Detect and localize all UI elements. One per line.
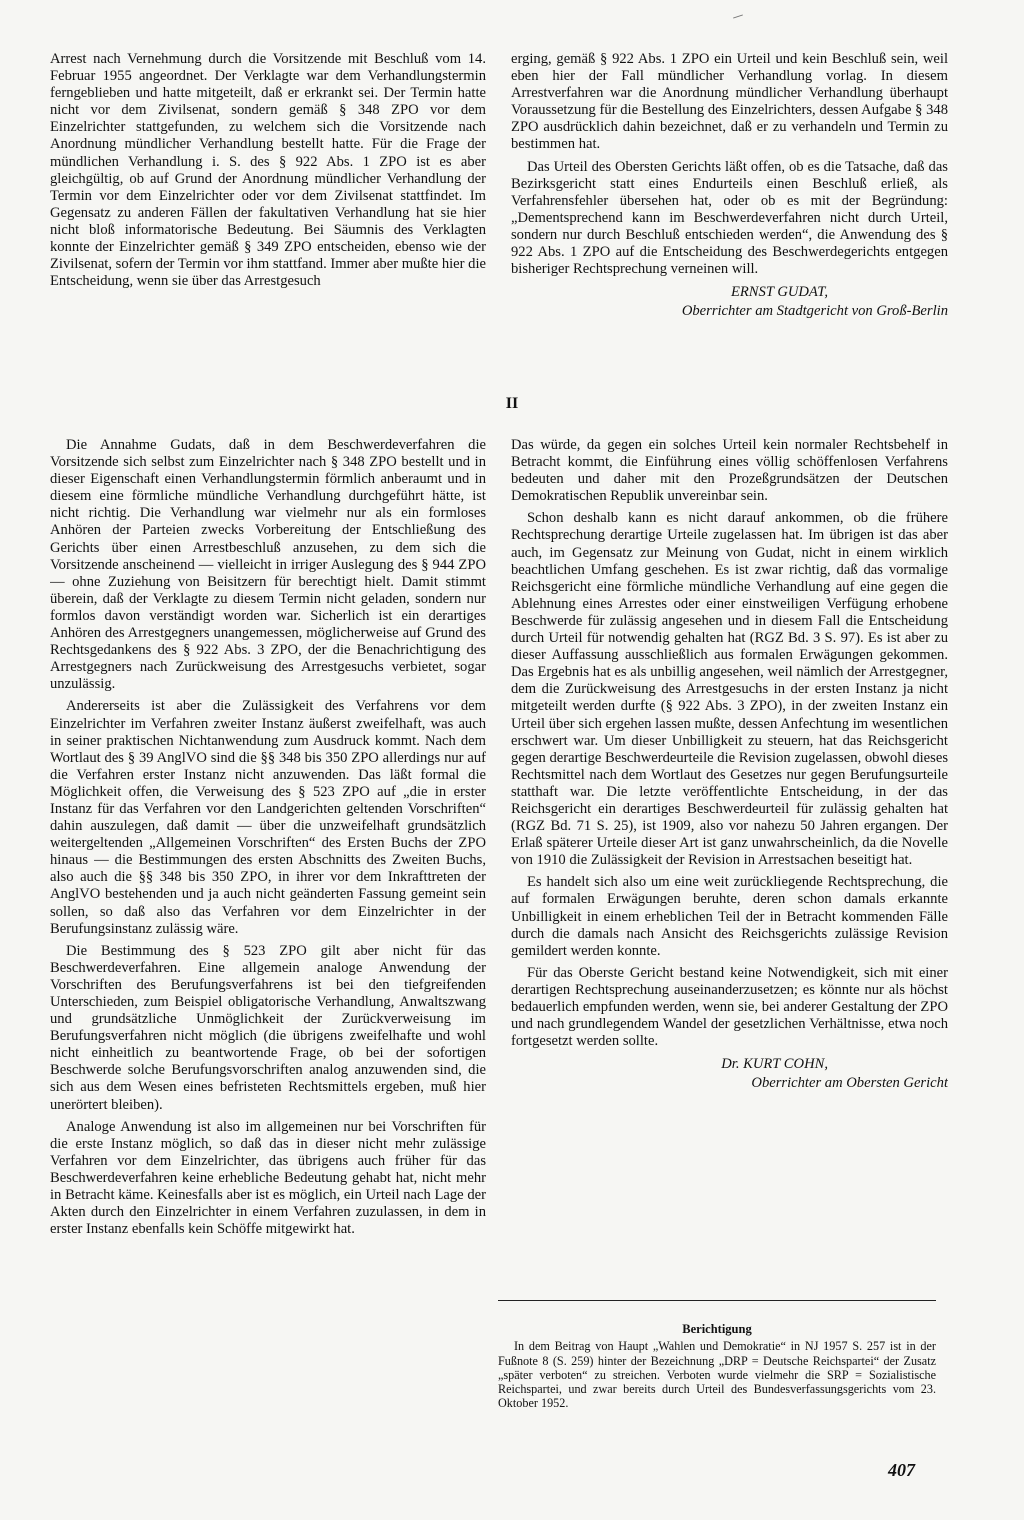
paragraph: erging, gemäß § 922 Abs. 1 ZPO ein Urteil und kein Beschluß sein, weil eben hier der Fall mündlicher Verhandlung vorlag. In diesem Arrestverfahren war die Anordnung mündlicher Verhandlung überhaupt Voraussetzung für die Bestellung des Einzelrichters, dessen Aufgabe § 348 ZPO ausdrücklich dahin bezeichnet, daß er zu verhandeln und Termin zu bestimmen hat. <box>511 51 948 153</box>
correction-heading: Berichtigung <box>682 1322 752 1336</box>
section-heading: II <box>505 395 519 412</box>
paragraph: Arrest nach Vernehmung durch die Vorsitzende mit Beschluß vom 14. Februar 1955 angeordnet. Der Verklagte war dem Verhandlungstermin ferngeblieben und hatte mitgeteilt, daß er erkrankt sei. Der Termin hatte nicht vor dem Zivilsenat, sondern gemäß § 348 ZPO vor dem Einzelrichter stattgefunden, zu welchem sich die Vorsitzende nach Anordnung mündlicher Verhandlung bestellt hatte. Für die Frage der mündlichen Verhandlung i. S. des § 922 Abs. 1 ZPO ist es aber gleichgültig, ob auf Grund der Anordnung mündlicher Verhandlung der Termin vor dem Einzelrichter oder vor dem Zivilsenat stattfindet. Im Gegensatz zu anderen Fällen der fakultativen Verhandlung hat sie hier nicht bloß informatorische Bedeutung. Bei Säumnis des Verklagten konnte der Einzelrichter gemäß § 349 ZPO entscheiden, ebenso wie der Zivilsenat, sofern der Termin vor ihm stattfand. Immer aber mußte hier die Entscheidung, wenn sie über das Arrestgesuch <box>50 51 486 290</box>
divider-rule <box>498 1300 936 1301</box>
signature-name: Dr. KURT COHN, <box>721 1056 828 1073</box>
top-right-column <box>511 51 948 371</box>
paragraph: Andererseits ist aber die Zulässigkeit des Verfahrens vor dem Einzelrichter im Verfahren zweiter Instanz äußerst zweifelhaft, was auch in seiner praktischen Nichtanwendung zum Ausdruck kommt. Nach dem Wortlaut des § 39 AnglVO sind die §§ 348 bis 350 ZPO allerdings nur auf die Verfahren erster Instanz nicht anzuwenden. Das läßt formal die Möglichkeit offen, die Verweisung des § 523 ZPO auf „die in erster Instanz für das Verfahren vor den Landgerichten geltenden Vorschriften“ dahin auszulegen, daß damit — über die unzweifelhaft grundsätzlich weitergeltenden „Allgemeinen Vorschriften“ des Ersten Buchs der ZPO hinaus — die Bestimmungen des ersten Abschnitts des Zweiten Buchs, also auch die §§ 348 bis 350 ZPO, in ihrer vor dem Inkrafttreten der AnglVO bestehenden und ja auch nicht geänderten Fassung gemeint sein sollen, so daß also das Verfahren vor dem Einzelrichter in der Berufungsinstanz zulässig wäre. <box>50 698 486 937</box>
correction-notice <box>498 1322 936 1411</box>
correction-text: In dem Beitrag von Haupt „Wahlen und Demokratie“ in NJ 1957 S. 257 ist in der Fußnote 8 (S. 259) hinter der Bezeichnung „DRP = Deutsche Reichspartei“ der Zusatz „später verboten“ zu streichen. Verboten wurde vielmehr die SRP = Sozialistische Reichspartei, und zwar bereits durch Urteil des Bundesverfassungsgerichts vom 23. Oktober 1952. <box>498 1339 936 1411</box>
signature-title: Oberrichter am Obersten Gericht <box>751 1075 948 1092</box>
signature-title: Oberrichter am Stadtgericht von Groß-Berlin <box>681 303 948 320</box>
bottom-right-column <box>511 437 948 1287</box>
top-left-column <box>50 51 486 357</box>
signature-block <box>511 283 948 321</box>
page-number: 407 <box>888 1460 915 1480</box>
paragraph: Für das Oberste Gericht bestand keine Notwendigkeit, sich mit einer derartigen Rechtsprechung auseinanderzusetzen; es könnte nur als höchst bedauerlich empfunden werden, wenn sie, bei anderer Gestaltung der ZPO und nach grundlegendem Wandel der gesetzlichen Verhältnisse, etwa noch fortgesetzt werden sollte. <box>511 964 948 1050</box>
paragraph: Das Urteil des Obersten Gerichts läßt offen, ob es die Tatsache, daß das Bezirksgericht statt eines Endurteils einen Beschluß erließ, als Verfahrensfehler übersehen hat, oder ob es mit der Begründung: „Dementsprechend kann im Beschwerdeverfahren nicht durch Urteil, sondern nur durch Beschluß entschieden werden“, die Anwendung des § 922 Abs. 1 ZPO auf die Entscheidung des Beschwerdegerichts entgegen bisheriger Rechtsprechung verneinen will. <box>511 158 948 278</box>
paragraph: Schon deshalb kann es nicht darauf ankommen, ob die frühere Rechtsprechung derartige Urteile zugelassen hat. Im übrigen ist das aber auch, im Gegensatz zur Meinung von Gudat, nicht in einem wirklich beachtlichen Umfang geschehen. Es ist zwar richtig, daß das vormalige Reichsgericht eine förmliche mündliche Verhandlung auf eine gegen die Ablehnung eines Arrestes oder einer einstweiligen Verfügung erhobene Beschwerde für zulässig angesehen und in diesem Fall die Entscheidung durch Urteil für notwendig gehalten hat (RGZ Bd. 3 S. 97). Es ist aber zu dieser Auffassung ausschließlich aus formalen Erwägungen gekommen. Das Ergebnis hat es als unbillig angesehen, weil nämlich der Arrestgegner, dem die Zurückweisung des Arrestgesuchs in der ersten Instanz ja nicht mitgeteilt werden durfte (§ 922 Abs. 3 ZPO), in der zweiten Instanz ein Urteil über sich ergehen lassen mußte, dessen Anfechtung im wesentlichen erschwert war. Um dieser Unbilligkeit zu steuern, hat das Reichsgericht gegen derartige Beschwerdeurteile die Revision zugelassen, obwohl dieses Rechtsmittel nach dem Wortlaut des Gesetzes nur gegen Berufungsurteile statthaft war. Die letzte veröffentlichte Entscheidung, in der das Reichsgericht ein derartiges Beschwerdeurteil für zulässig gehalten hat (RGZ Bd. 71 S. 25), ist 1909, also vor nahezu 50 Jahren ergangen. Der Erlaß späterer Urteile dieser Art ist ganz unwahrscheinlich, da die Novelle von 1910 die Zulässigkeit der Revision in Arrestsachen beseitigt hat. <box>511 510 948 869</box>
paragraph: Analoge Anwendung ist also im allgemeinen nur bei Vorschriften für die erste Instanz möglich, so daß das in dieser nicht mehr zulässige Verfahren vor dem Einzelrichter, das übrigens auch früher für das Beschwerdeverfahren keine erhebliche Bedeutung gehabt hat, nicht mehr in Betracht käme. Keinesfalls aber ist es möglich, ein Urteil nach Lage der Akten durch den Einzelrichter in einem Verfahren zuzulassen, in dem in erster Instanz ebenfalls kein Schöffe mitgewirkt hat. <box>50 1118 486 1238</box>
paragraph: Die Bestimmung des § 523 ZPO gilt aber nicht für das Beschwerdeverfahren. Eine allgemein analoge Anwendung der Vorschriften des Berufungsverfahrens ist bei den tiefgreifenden Unterschieden, zum Beispiel obligatorische Verhandlung, Anwaltszwang und grundsätzliche Unmöglichkeit der Zurückverweisung im Berufungsverfahren nicht möglich (die übrigens zweifelhafte und wohl nicht einheitlich zu beantwortende Frage, ob bei der sofortigen Beschwerde solche Berufungsvorschriften analog anzuwenden sind, die sich aus dem Wesen eines befristeten Rechtsmittels ergeben, muß hier unerörtert bleiben). <box>50 942 486 1113</box>
paragraph: Es handelt sich also um eine weit zurückliegende Rechtsprechung, die auf formalen Erwägungen beruhte, deren schon damals erkannte Unbilligkeit in einem erheblichen Teil der in Betracht kommenden Fälle durch die damals nach Ansicht des Reichsgerichts zulässige Revision gemildert werden konnte. <box>511 874 948 959</box>
paragraph: Die Annahme Gudats, daß in dem Beschwerdeverfahren die Vorsitzende sich selbst zum Einzelrichter nach § 348 ZPO bestellt und in dieser Eigenschaft einen Verhandlungstermin förmlich anberaumt und in diesem eine förmliche mündliche Verhandlung durchgeführt hätte, ist nicht richtig. Die Verhandlung war vielmehr nur als ein formloses Anhören der Parteien zwecks Vorbereitung der Entschließung des Gerichts über einen Arrestbeschluß anzusehen, zu dem sich die Vorsitzende anscheinend — vielleicht in irriger Auslegung des § 944 ZPO — ohne Zuziehung von Beisitzern für berechtigt hielt. Damit stimmt überein, daß der Verklagte zu diesem Termin nicht geladen, sondern nur formlos davon verständigt worden war. Sicherlich ist ein derartiges Anhören des Arrestgegners unangemessen, möglicherweise auf Grund des Rechtsgedankens des § 922 Abs. 3 ZPO, der die Benachrichtigung des Arrestgegners nach Zurückweisung des Arrestgesuchs verbietet, sogar unzulässig. <box>50 437 486 693</box>
signature-name: ERNST GUDAT, <box>730 284 828 301</box>
bottom-left-column <box>50 437 486 1437</box>
signature-block <box>511 1055 948 1093</box>
paragraph: Das würde, da gegen ein solches Urteil kein normaler Rechtsbehelf in Betracht kommt, die Einführung eines völlig schöffenlosen Verfahrens bedeuten und daher mit den Prozeßgrundsätzen der Deutschen Demokratischen Republik unvereinbar sein. <box>511 437 948 505</box>
margin-mark <box>733 14 743 18</box>
